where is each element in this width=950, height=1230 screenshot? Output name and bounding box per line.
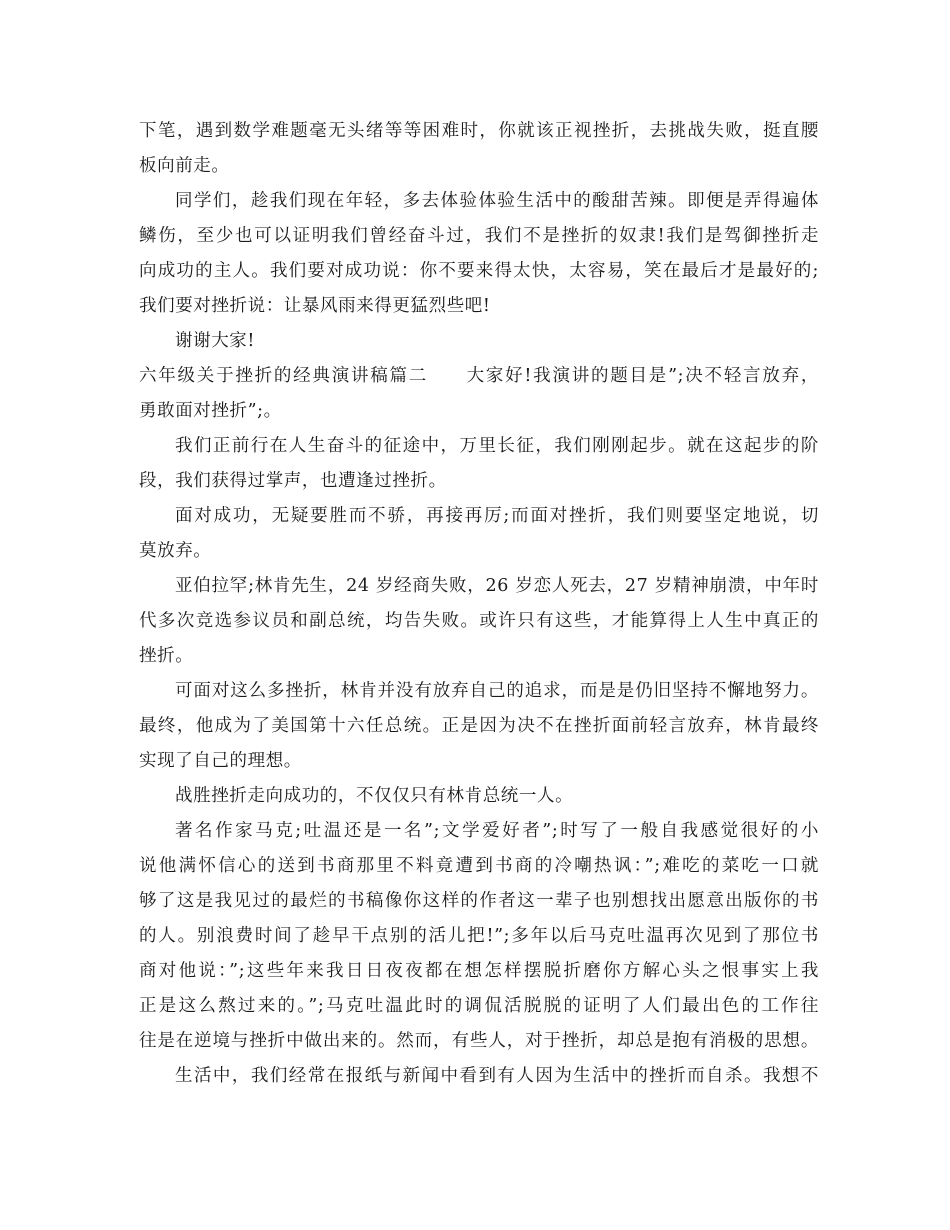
document-body <box>139 114 819 1094</box>
text-line: 谢谢大家! <box>175 331 256 351</box>
text-line: 往是在逆境与挫折中做出来的。然而，有些人，对于挫折，却总是抱有消极的思想。 <box>139 1031 819 1051</box>
text-line: 说他满怀信心的送到书商那里不料竟遭到书商的冷嘲热讽：”;难吃的菜吃一口就 <box>139 856 819 876</box>
text-line: 最终，他成为了美国第十六任总统。正是因为决不在挫折面前轻言放弃，林肯最终 <box>139 716 819 736</box>
text-line: 面对成功，无疑要胜而不骄，再接再厉;而面对挫折，我们则要坚定地说，切 <box>175 506 819 526</box>
text-line: 勇敢面对挫折”;。 <box>139 401 282 421</box>
text-line: 可面对这么多挫折，林肯并没有放弃自己的追求，而是是仍旧坚持不懈地努力。 <box>175 681 819 701</box>
text-line: 我们正前行在人生奋斗的征途中，万里长征，我们刚刚起步。就在这起步的阶 <box>175 436 819 456</box>
text-line: 商对他说：”;这些年来我日日夜夜都在想怎样摆脱折磨你方解心头之恨事实上我 <box>139 961 819 981</box>
text-line: 下笔，遇到数学难题毫无头绪等等困难时，你就该正视挫折，去挑战失败，挺直腰 <box>139 121 819 141</box>
text-line: 够了这是我见过的最烂的书稿像你这样的作者这一辈子也别想找出愿意出版你的书 <box>139 891 819 911</box>
text-line: 亚伯拉罕;林肯先生，24 岁经商失败，26 岁恋人死去，27 岁精神崩溃，中年时 <box>175 576 819 596</box>
text-line: 板向前走。 <box>139 156 230 176</box>
text-line: 六年级关于挫折的经典演讲稿篇二 大家好!我演讲的题目是”;决不轻言放弃， <box>139 366 819 386</box>
text-line: 段，我们获得过掌声，也遭逢过挫折。 <box>139 471 447 491</box>
text-line: 实现了自己的理想。 <box>139 751 302 771</box>
text-line: 的人。别浪费时间了趁早干点别的活儿把!”;多年以后马克吐温再次见到了那位书 <box>139 926 819 946</box>
text-line: 生活中，我们经常在报纸与新闻中看到有人因为生活中的挫折而自杀。我想不 <box>175 1066 819 1086</box>
text-line: 向成功的主人。我们要对成功说：你不要来得太快，太容易，笑在最后才是最好的; <box>139 261 819 281</box>
text-line: 代多次竞选参议员和副总统，均告失败。或许只有这些，才能算得上人生中真正的 <box>139 611 819 631</box>
text-line: 正是这么熬过来的。”;马克吐温此时的调侃活脱脱的证明了人们最出色的工作往 <box>139 996 819 1016</box>
text-line: 同学们，趁我们现在年轻，多去体验体验生活中的酸甜苦辣。即便是弄得遍体 <box>175 191 819 211</box>
text-line: 我们要对挫折说：让暴风雨来得更猛烈些吧! <box>139 296 491 316</box>
text-line: 莫放弃。 <box>139 541 212 561</box>
text-line: 鳞伤，至少也可以证明我们曾经奋斗过，我们不是挫折的奴隶!我们是驾御挫折走 <box>139 226 819 246</box>
text-line: 战胜挫折走向成功的，不仅仅只有林肯总统一人。 <box>175 786 574 806</box>
text-line: 著名作家马克;吐温还是一名”;文学爱好者”;时写了一般自我感觉很好的小 <box>175 821 819 841</box>
text-line: 挫折。 <box>139 646 194 666</box>
